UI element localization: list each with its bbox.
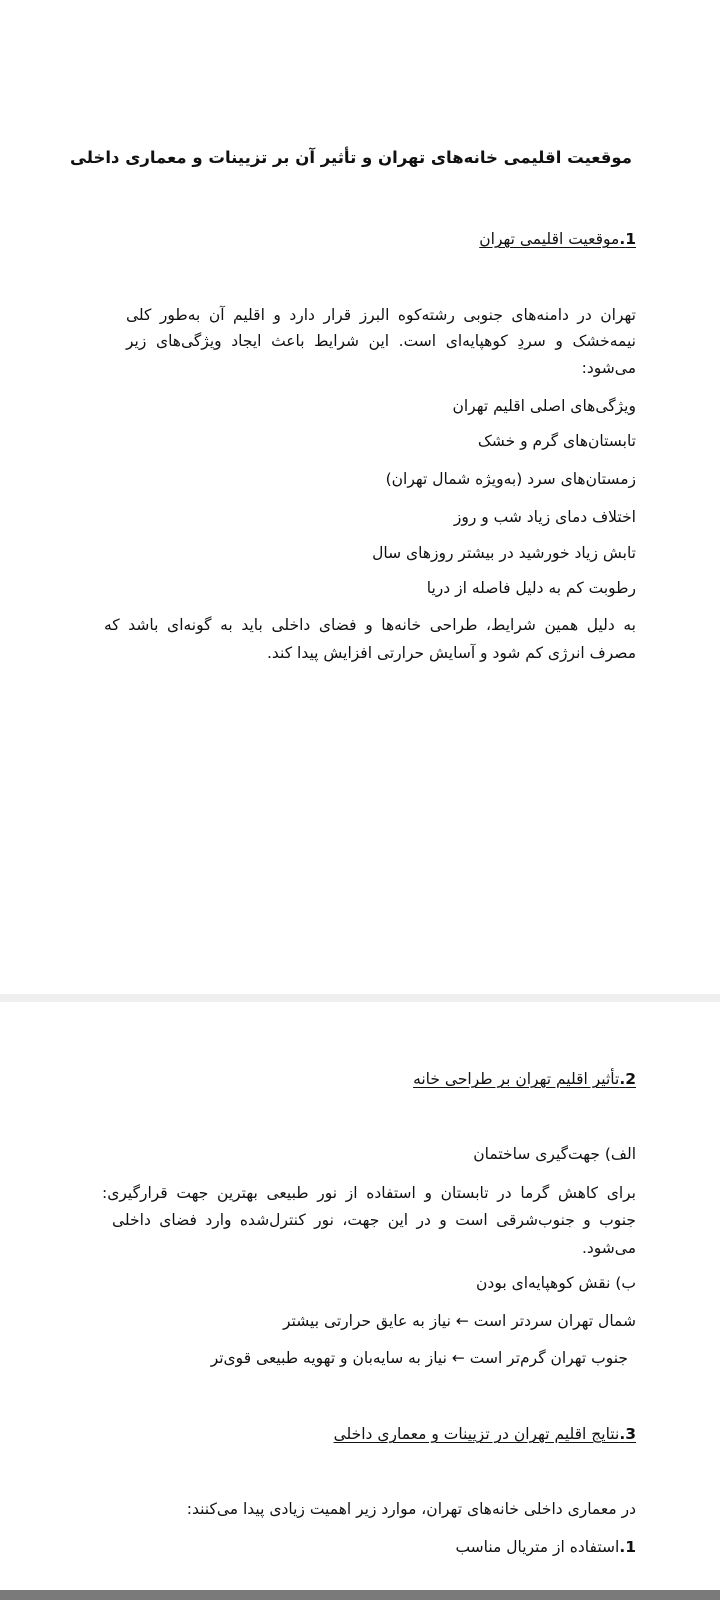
document-page-2 (0, 1002, 720, 1590)
section-2-heading-text: تأثیر اقلیم تهران بر طراحی خانه (413, 1070, 620, 1088)
feature-item-1: تابستان‌های گرم و خشک (477, 432, 636, 450)
features-title: ویژگی‌های اصلی اقلیم تهران (452, 397, 636, 415)
section-1-heading (479, 229, 636, 249)
section-3-heading (334, 1424, 636, 1444)
subsection-b-title: ب) نقش کوهپایه‌ای بودن (476, 1274, 636, 1292)
section-1-number: 1. (619, 230, 636, 248)
section-3-item-1 (455, 1537, 636, 1557)
subsection-a-line-2: جنوب و جنوب‌شرقی است و در این جهت، نور کنترل‌شده وارد فضای داخلی (112, 1211, 636, 1229)
feature-item-5: رطوبت کم به دلیل فاصله از دریا (426, 579, 636, 597)
section-3-item-1-text: استفاده از متریال مناسب (455, 1538, 620, 1556)
subsection-a-line-1: برای کاهش گرما در تابستان و استفاده از نور طبیعی بهترین جهت قرارگیری: (102, 1184, 636, 1202)
subsection-b-line-1: شمال تهران سردتر است ← نیاز به عایق حرارتی بیشتر (282, 1312, 636, 1330)
section-3-item-1-number: 1. (619, 1538, 636, 1556)
feature-item-4: تابش زیاد خورشید در بیشتر روزهای سال (372, 544, 636, 562)
page-separator (0, 994, 720, 1002)
section-1-heading-text: موقعیت اقلیمی تهران (479, 230, 620, 248)
subsection-a-line-3: می‌شود. (581, 1239, 636, 1257)
conclusion-line-1: به دلیل همین شرایط، طراحی خانه‌ها و فضای داخلی باید به گونه‌ای باشد که (104, 616, 636, 634)
section-2-heading (413, 1069, 636, 1089)
conclusion-line-2: مصرف انرژی کم شود و آسایش حرارتی افزایش پیدا کند. (266, 644, 636, 662)
section-2-number: 2. (619, 1070, 636, 1088)
feature-item-3: اختلاف دمای زیاد شب و روز (453, 508, 636, 526)
section-3-intro: در معماری داخلی خانه‌های تهران، موارد زیر اهمیت زیادی پیدا می‌کنند: (186, 1500, 636, 1518)
document-title: موقعیت اقلیمی خانه‌های تهران و تأثیر آن بر تزیینات و معماری داخلی (70, 148, 632, 167)
intro-line-2: نیمه‌خشک و سردِ کوهپایه‌ای است. این شرایط باعث ایجاد ویژگی‌های زیر (126, 332, 636, 350)
bottom-scroll-bar[interactable] (0, 1590, 720, 1600)
subsection-b-line-2: جنوب تهران گرم‌تر است ← نیاز به سایه‌بان و تهویه طبیعی قوی‌تر (210, 1349, 628, 1367)
section-3-number: 3. (619, 1425, 636, 1443)
section-3-heading-text: نتایج اقلیم تهران در تزیینات و معماری داخلی (333, 1425, 620, 1443)
intro-line-3: می‌شود: (581, 359, 636, 377)
feature-item-2: زمستان‌های سرد (به‌ویژه شمال تهران) (385, 470, 636, 488)
intro-line-1: تهران در دامنه‌های جنوبی رشته‌کوه البرز قرار دارد و اقلیم آن به‌طور کلی (126, 306, 636, 324)
subsection-a-title: الف) جهت‌گیری ساختمان (473, 1145, 636, 1163)
